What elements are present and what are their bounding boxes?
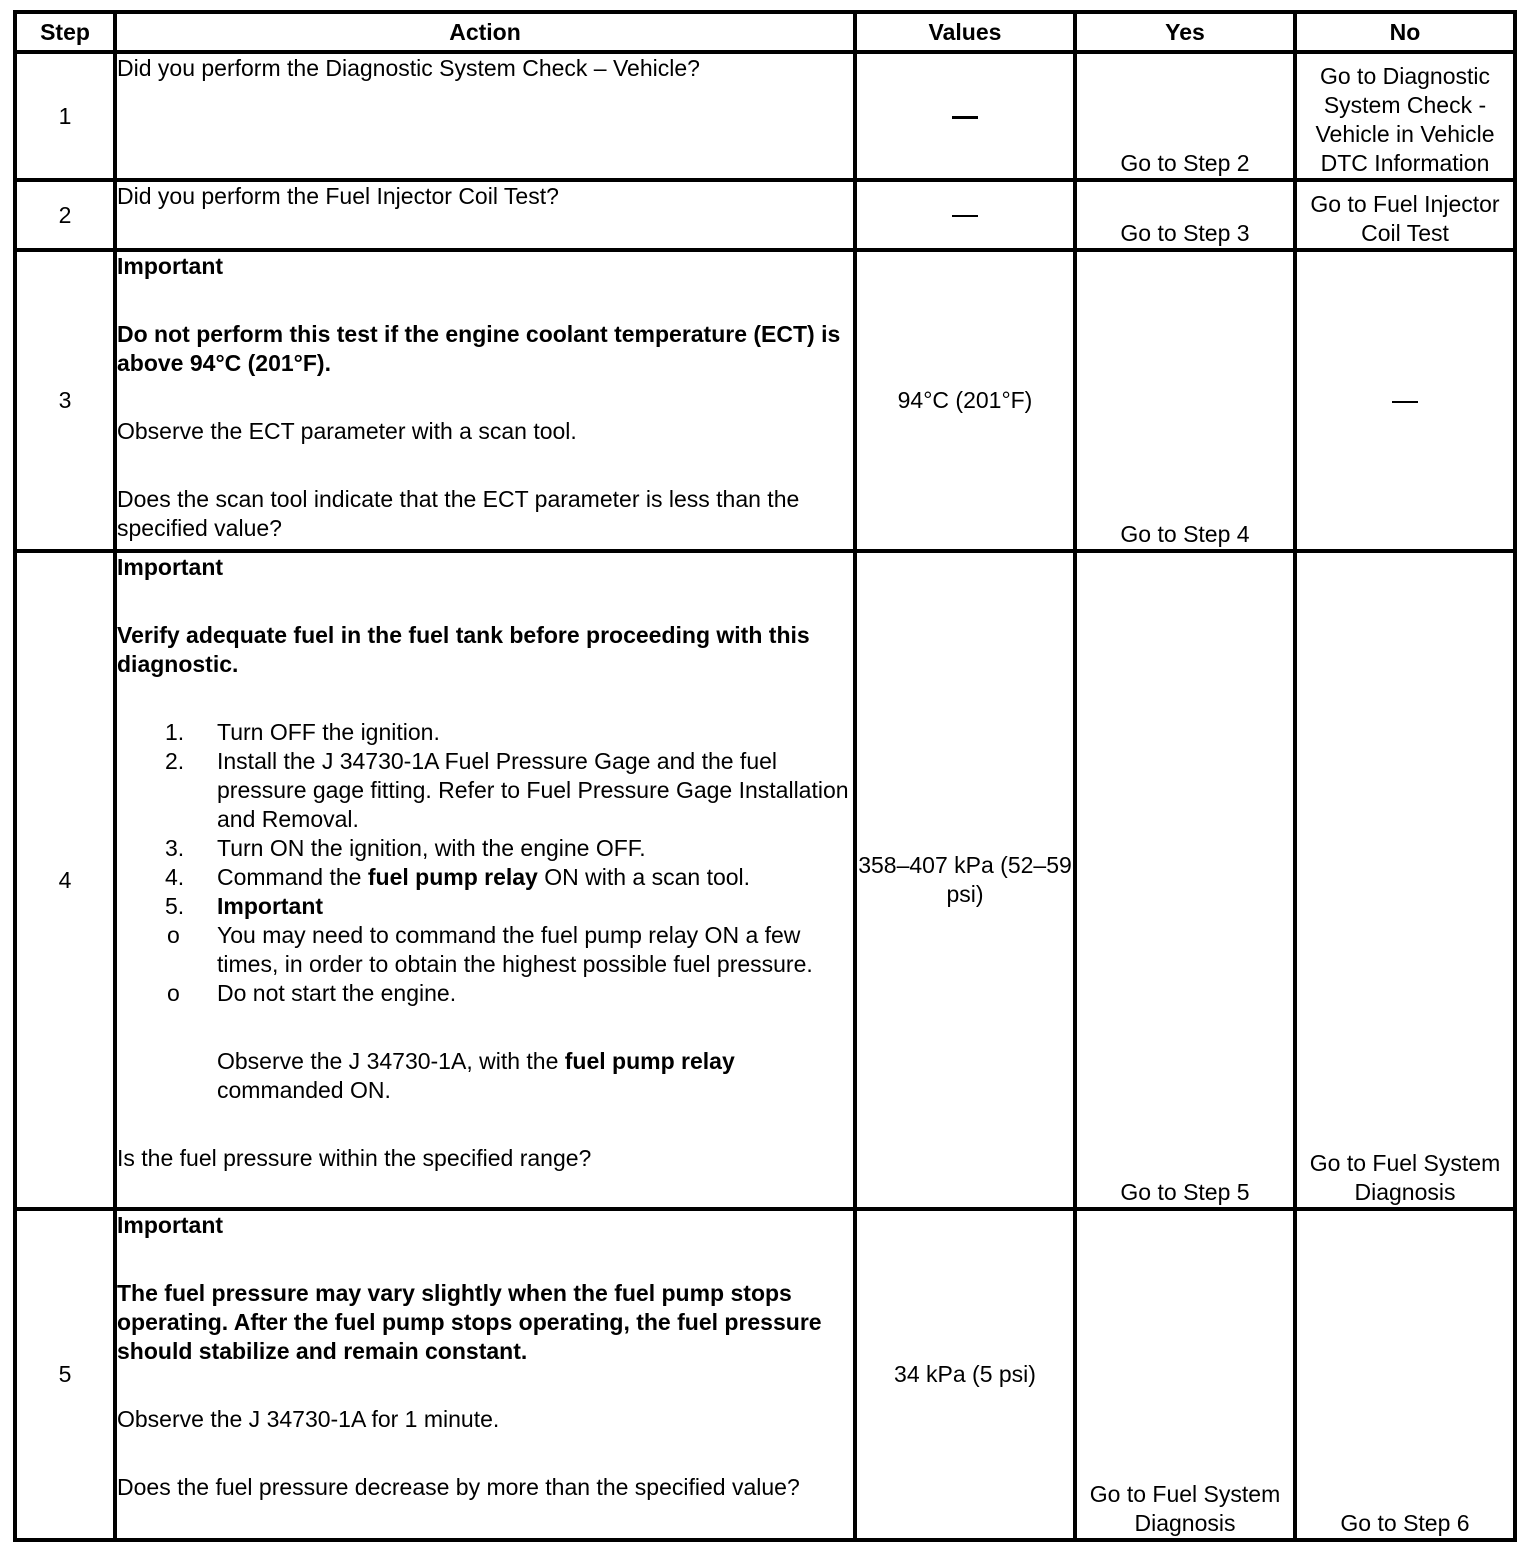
list-text-bold: fuel pump relay	[367, 864, 538, 890]
action-question: Did you perform the Fuel Injector Coil Test?	[117, 183, 559, 209]
important-label: Important	[217, 893, 324, 919]
list-text: ON with a scan tool.	[537, 864, 751, 890]
no-cell: Go to Diagnostic System Check - Vehicle in Vehicle DTC Information	[1295, 52, 1515, 180]
header-no: No	[1295, 12, 1515, 52]
no-cell: Go to Fuel Injector Coil Test	[1295, 180, 1515, 250]
table-row-step-2	[15, 180, 1515, 250]
action-instruction: Observe the J 34730-1A for 1 minute.	[117, 1406, 500, 1432]
observe-text: commanded ON.	[217, 1077, 391, 1103]
list-item	[117, 863, 853, 892]
list-number: 1.	[165, 719, 185, 745]
values-cell: 358–407 kPa (52–59 psi)	[855, 551, 1075, 1209]
yes-cell: Go to Step 2	[1075, 52, 1295, 180]
list-number: 2.	[165, 748, 185, 774]
em-dash-icon	[952, 116, 978, 119]
header-step: Step	[15, 12, 115, 52]
step-number: 1	[15, 52, 115, 180]
values-cell: 34 kPa (5 psi)	[855, 1209, 1075, 1540]
action-cell	[115, 52, 855, 180]
list-text: Install the J 34730-1A Fuel Pressure Gage and the fuel pressure gage fitting. Refer to Fuel Pressure Gage Installation and Removal.	[217, 748, 849, 832]
observe-instruction	[117, 1047, 853, 1105]
list-item	[117, 718, 853, 747]
substep-list	[117, 718, 853, 921]
list-number: 4.	[165, 864, 185, 890]
important-label: Important	[117, 1212, 224, 1238]
step-number: 4	[15, 551, 115, 1209]
list-item	[117, 921, 853, 979]
important-bullets	[117, 921, 853, 1008]
step-number: 3	[15, 250, 115, 551]
action-question: Does the fuel pressure decrease by more than the specified value?	[117, 1474, 800, 1500]
no-cell: Go to Step 6	[1295, 1209, 1515, 1540]
list-text: You may need to command the fuel pump relay ON a few times, in order to obtain the highest possible fuel pressure.	[217, 922, 813, 977]
list-text: Do not start the engine.	[217, 980, 457, 1006]
list-item	[117, 892, 853, 921]
yes-cell: Go to Step 5	[1075, 551, 1295, 1209]
values-cell	[855, 52, 1075, 180]
diagnostic-table	[13, 10, 1517, 1542]
action-cell	[115, 180, 855, 250]
action-instruction: Observe the ECT parameter with a scan tool.	[117, 418, 577, 444]
table-row-step-3	[15, 250, 1515, 551]
values-cell: 94°C (201°F)	[855, 250, 1075, 551]
observe-text-bold: fuel pump relay	[564, 1048, 735, 1074]
em-dash-icon	[952, 215, 978, 217]
table-row-step-1	[15, 52, 1515, 180]
step-number: 5	[15, 1209, 115, 1540]
header-row	[15, 12, 1515, 52]
list-text: Turn OFF the ignition.	[217, 719, 440, 745]
important-warning: The fuel pressure may vary slightly when the fuel pump stops operating. After the fuel pump stops operating, the fuel pressure should stabilize and remain constant.	[117, 1280, 822, 1364]
table-row-step-5	[15, 1209, 1515, 1540]
list-text: Command the	[217, 864, 368, 890]
bullet-icon: o	[167, 980, 180, 1006]
em-dash-icon	[1392, 401, 1418, 403]
no-cell: Go to Fuel System Diagnosis	[1295, 551, 1515, 1209]
important-warning: Do not perform this test if the engine coolant temperature (ECT) is above 94°C (201°F).	[117, 321, 841, 376]
action-question: Did you perform the Diagnostic System Check – Vehicle?	[117, 55, 700, 81]
action-cell	[115, 1209, 855, 1540]
header-yes: Yes	[1075, 12, 1295, 52]
action-cell	[115, 551, 855, 1209]
values-cell	[855, 180, 1075, 250]
action-question: Is the fuel pressure within the specified range?	[117, 1145, 592, 1171]
list-item	[117, 834, 853, 863]
step-number: 2	[15, 180, 115, 250]
yes-cell: Go to Fuel System Diagnosis	[1075, 1209, 1295, 1540]
yes-cell: Go to Step 3	[1075, 180, 1295, 250]
header-values: Values	[855, 12, 1075, 52]
list-number: 3.	[165, 835, 185, 861]
observe-text: Observe the J 34730-1A, with the	[217, 1048, 565, 1074]
bullet-icon: o	[167, 922, 180, 948]
table-row-step-4	[15, 551, 1515, 1209]
important-label: Important	[117, 554, 224, 580]
list-number: 5.	[165, 893, 185, 919]
no-cell	[1295, 250, 1515, 551]
header-action: Action	[115, 12, 855, 52]
yes-cell: Go to Step 4	[1075, 250, 1295, 551]
important-label: Important	[117, 253, 224, 279]
list-item	[117, 747, 853, 834]
list-item	[117, 979, 853, 1008]
action-cell	[115, 250, 855, 551]
list-text: Turn ON the ignition, with the engine OFF.	[217, 835, 646, 861]
action-question: Does the scan tool indicate that the ECT parameter is less than the specified value?	[117, 486, 800, 541]
important-warning: Verify adequate fuel in the fuel tank before proceeding with this diagnostic.	[117, 622, 810, 677]
